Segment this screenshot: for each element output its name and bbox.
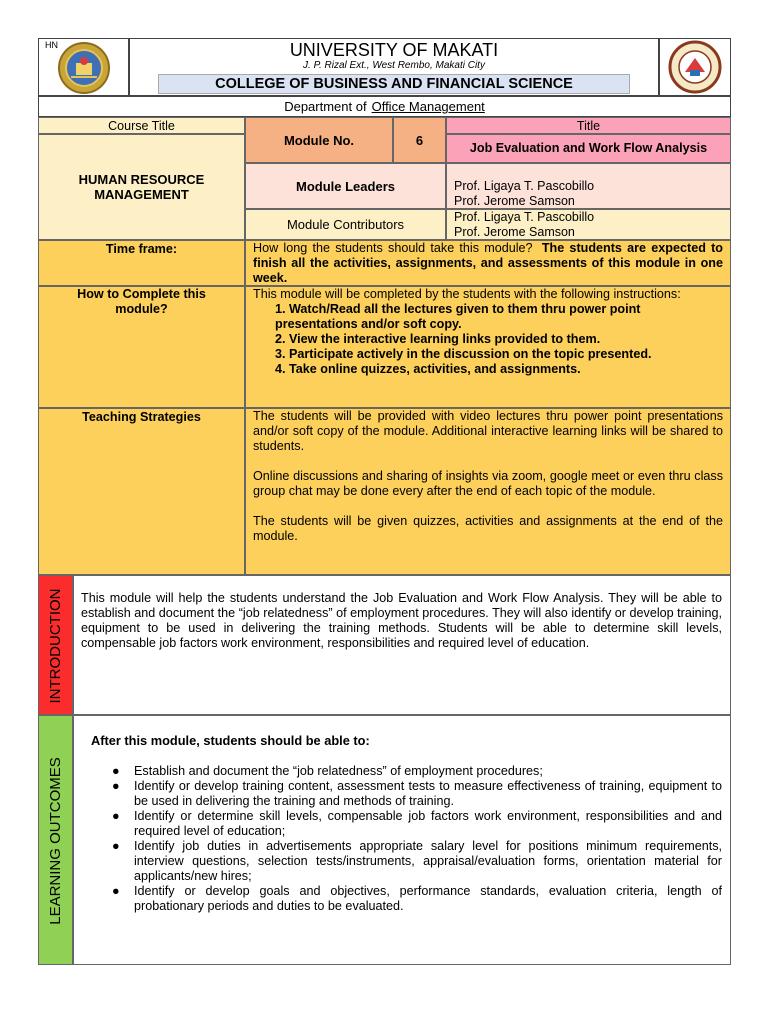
learning-outcomes-heading: After this module, students should be able to: (91, 733, 370, 748)
time-frame-text (245, 240, 731, 286)
learning-outcome-item (91, 884, 722, 914)
module-contributor-name: Prof. Ligaya T. Pascobillo (454, 210, 595, 224)
learning-outcome-item (91, 839, 722, 884)
learning-outcome-text: Identify or determine skill levels, compensable job factors work environment, responsibilities and and required level of education; (134, 809, 722, 838)
university-name: UNIVERSITY OF MAKATI (289, 40, 499, 60)
department-prefix: Department of (284, 99, 367, 114)
module-number-label: Module No. (245, 117, 393, 163)
learning-outcome-text: Identify job duties in advertisements appropriate salary level for positions minimum requirements, interview questions, selection tests/instruments, appraisal/evaluation forms, orientation material for applicants/new hires; (134, 839, 722, 883)
module-leaders-list (446, 163, 731, 209)
module-leader-name: Prof. Ligaya T. Pascobillo (454, 179, 595, 193)
learning-outcomes-list (91, 764, 722, 914)
introduction-label: INTRODUCTION (47, 588, 64, 704)
learning-outcomes-side-label (38, 715, 73, 965)
header-title-cell (129, 38, 659, 96)
module-leader-name: Prof. Jerome Samson (454, 194, 575, 208)
department-name: Office Management (371, 99, 485, 114)
introduction-content (73, 575, 731, 715)
learning-outcome-text: Establish and document the “job relatedness” of employment procedures; (134, 764, 543, 778)
bullet-icon: ● (112, 779, 120, 793)
time-frame-duration: The students are expected to finish all the activities, assignments, and assessments of this module in one week. (253, 241, 724, 285)
module-number-value: 6 (393, 117, 446, 163)
module-contributors-label: Module Contributors (245, 209, 446, 240)
instruction-step: 3. Participate actively in the discussion on the topic presented. (275, 347, 652, 361)
introduction-text: This module will help the students understand the Job Evaluation and Work Flow Analysis. They will be able to establish and document the “job relatedness” of employment procedures. They will also identify or develop training, equipment to be used in delivering the training methods. Students will be able to determine skill levels, compensable job factors work environment, responsibilities and required level of education. (81, 591, 722, 650)
instruction-step: 4. Take online quizzes, activities, and assignments. (275, 362, 581, 376)
how-to-intro: This module will be completed by the students with the following instructions: (253, 287, 681, 301)
teaching-paragraph: The students will be provided with video lectures thru power point presentations and/or soft copy of the module. Additional interactive learning links will be shared to students. (253, 409, 723, 453)
university-address: J. P. Rizal Ext., West Rembo, Makati City (303, 60, 485, 71)
course-title-label: Course Title (38, 117, 245, 134)
learning-outcome-item (91, 809, 722, 839)
logo-left-text: HN (45, 40, 58, 50)
header-right-logo-cell (659, 38, 731, 96)
how-to-complete-content (245, 286, 731, 408)
instruction-step: 2. View the interactive learning links provided to them. (275, 332, 601, 346)
time-frame-question: How long the students should take this module? (253, 241, 533, 255)
bullet-icon: ● (112, 764, 120, 778)
how-to-complete-label: How to Complete this module? (38, 286, 245, 408)
module-title-label: Title (446, 117, 731, 134)
module-title-value: Job Evaluation and Work Flow Analysis (446, 134, 731, 163)
college-seal-icon (41, 41, 127, 95)
learning-outcome-text: Identify or develop goals and objectives, performance standards, evaluation criteria, length of probationary periods and duties to be evaluated. (134, 884, 722, 913)
instruction-list (253, 302, 723, 377)
learning-outcomes-label: LEARNING OUTCOMES (47, 757, 64, 925)
bullet-icon: ● (112, 839, 120, 853)
department-line (39, 99, 730, 114)
module-leaders-label: Module Leaders (245, 163, 446, 209)
college-name: COLLEGE OF BUSINESS AND FINANCIAL SCIENCE (158, 74, 630, 94)
learning-outcome-item (91, 779, 722, 809)
learning-outcome-item (91, 764, 722, 779)
teaching-paragraph: Online discussions and sharing of insights via zoom, google meet or even thru class group chat may be done every after the end of each topic of the module. (253, 469, 723, 498)
instruction-step: 1. Watch/Read all the lectures given to them thru power point presentations and/or soft copy. (275, 302, 641, 331)
department-row (38, 96, 731, 117)
learning-outcome-text: Identify or develop training content, assessment tests to measure effectiveness of training, equipment to be used in delivering the training and methods of training. (134, 779, 722, 808)
course-title-value: HUMAN RESOURCE MANAGEMENT (38, 134, 245, 240)
bullet-icon: ● (112, 884, 120, 898)
introduction-side-label (38, 575, 73, 715)
time-frame-label: Time frame: (38, 240, 245, 286)
module-contributor-name: Prof. Jerome Samson (454, 225, 575, 239)
teaching-strategies-label: Teaching Strategies (38, 408, 245, 575)
learning-outcomes-content (73, 715, 731, 965)
header-left-logo-cell (38, 38, 129, 96)
teaching-paragraph: The students will be given quizzes, activities and assignments at the end of the module. (253, 514, 723, 543)
module-contributors-list (446, 209, 731, 240)
teaching-strategies-content (245, 408, 731, 575)
bullet-icon: ● (112, 809, 120, 823)
university-seal-icon (663, 40, 727, 95)
